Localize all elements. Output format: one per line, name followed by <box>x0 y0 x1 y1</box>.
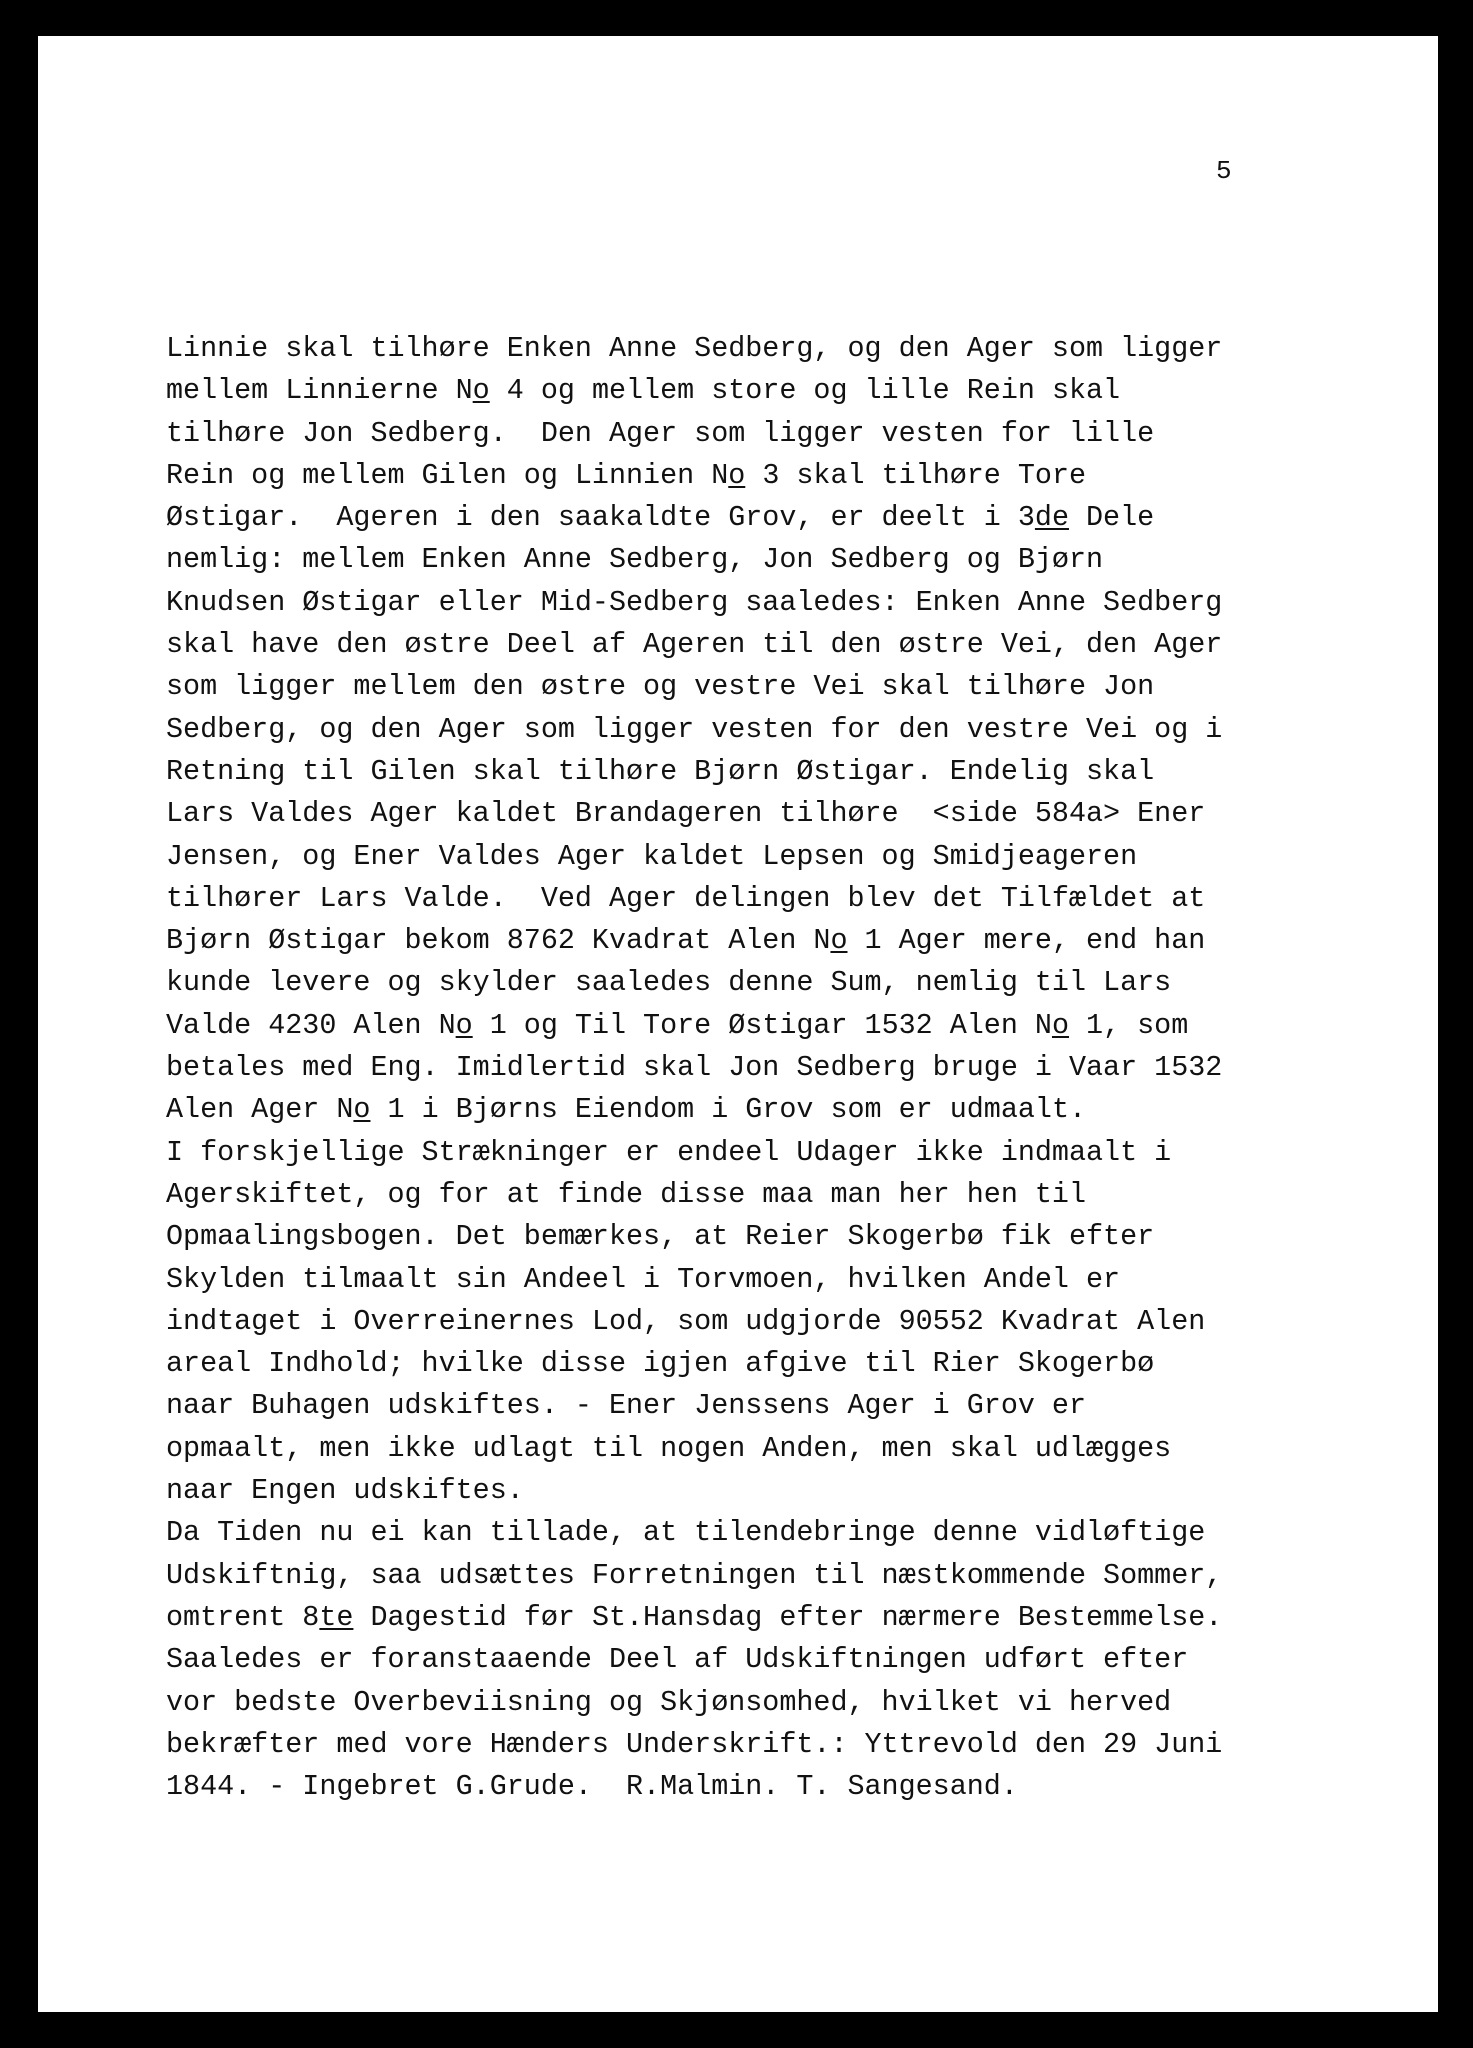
underlined-segment: o <box>472 374 490 408</box>
text-segment: Dele <box>1068 501 1155 535</box>
text-segment: Rein og mellem Gilen og Linnien N <box>166 458 729 492</box>
text-segment: 1844. - Ingebret G.Grude. R.Malmin. T. Sangesand. <box>166 1770 1018 1804</box>
text-line <box>166 539 1326 581</box>
text-segment: vor bedste Overbeviisning og Skjønsomhed, hvilket vi herved <box>166 1685 1172 1719</box>
text-line <box>166 920 1326 962</box>
text-line <box>166 1301 1326 1343</box>
text-line <box>166 1470 1326 1512</box>
text-line <box>166 582 1326 624</box>
text-line <box>166 1597 1326 1639</box>
text-segment: 4 og mellem store og lille Rein skal <box>489 374 1121 408</box>
page-number: 5 <box>1216 156 1232 186</box>
text-line <box>166 836 1326 878</box>
text-line <box>166 1766 1326 1808</box>
text-segment: Da Tiden nu ei kan tillade, at tilendebringe denne vidløftige <box>166 1516 1206 1550</box>
text-segment: Agerskiftet, og for at finde disse maa man her hen til <box>166 1177 1087 1211</box>
text-line <box>166 1512 1326 1554</box>
text-segment: skal have den østre Deel af Ageren til den østre Vei, den Ager <box>166 628 1223 662</box>
text-segment: Sedberg, og den Ager som ligger vesten for den vestre Vei og i <box>166 712 1223 746</box>
text-line <box>166 1428 1326 1470</box>
text-segment: Østigar. Ageren i den saakaldte Grov, er deelt i 3 <box>166 501 1035 535</box>
text-line <box>166 1047 1326 1089</box>
document-body <box>166 328 1326 1808</box>
text-line <box>166 1639 1326 1681</box>
text-line <box>166 751 1326 793</box>
underlined-segment: o <box>728 458 746 492</box>
text-line <box>166 1174 1326 1216</box>
text-segment: 1 Ager mere, end han <box>847 924 1206 958</box>
text-line <box>166 455 1326 497</box>
underlined-segment: o <box>455 1008 473 1042</box>
text-segment: naar Buhagen udskiftes. - Ener Jenssens Ager i Grov er <box>166 1389 1087 1423</box>
text-segment: Udskiftnig, saa udsættes Forretningen til næstkommende Sommer, <box>166 1558 1223 1592</box>
text-segment: Valde 4230 Alen N <box>166 1008 456 1042</box>
text-segment: mellem Linnierne N <box>166 374 473 408</box>
underlined-segment: o <box>1051 1008 1069 1042</box>
underlined-segment: te <box>319 1600 354 1634</box>
underlined-segment: de <box>1034 501 1069 535</box>
text-line <box>166 878 1326 920</box>
text-segment: Knudsen Østigar eller Mid-Sedberg saaledes: Enken Anne Sedberg <box>166 585 1223 619</box>
text-segment: kunde levere og skylder saaledes denne Sum, nemlig til Lars <box>166 966 1172 1000</box>
text-line <box>166 1216 1326 1258</box>
text-line <box>166 624 1326 666</box>
text-line <box>166 1724 1326 1766</box>
text-line <box>166 413 1326 455</box>
text-segment: nemlig: mellem Enken Anne Sedberg, Jon Sedberg og Bjørn <box>166 543 1104 577</box>
text-segment: tilhøre Jon Sedberg. Den Ager som ligger vesten for lille <box>166 416 1155 450</box>
text-segment: omtrent 8 <box>166 1600 320 1634</box>
text-segment: Linnie skal tilhøre Enken Anne Sedberg, og den Ager som ligger <box>166 332 1223 365</box>
text-line <box>166 328 1326 370</box>
text-line <box>166 1259 1326 1301</box>
text-segment: 1 i Bjørns Eiendom i Grov som er udmaalt. <box>370 1093 1087 1127</box>
text-line <box>166 1555 1326 1597</box>
text-line <box>166 1005 1326 1047</box>
text-segment: 1 og Til Tore Østigar 1532 Alen N <box>472 1008 1052 1042</box>
text-segment: Lars Valdes Ager kaldet Brandageren tilhøre <side 584a> Ener <box>166 797 1206 831</box>
text-segment: 3 skal tilhøre Tore <box>745 458 1087 492</box>
text-line <box>166 793 1326 835</box>
text-line <box>166 962 1326 1004</box>
text-segment: Opmaalingsbogen. Det bemærkes, at Reier Skogerbø fik efter <box>166 1220 1155 1254</box>
text-segment: Saaledes er foranstaaende Deel af Udskiftningen udført efter <box>166 1643 1189 1677</box>
text-segment: Retning til Gilen skal tilhøre Bjørn Østigar. Endelig skal <box>166 754 1155 788</box>
text-segment: areal Indhold; hvilke disse igjen afgive til Rier Skogerbø <box>166 1347 1155 1381</box>
text-line <box>166 709 1326 751</box>
text-segment: indtaget i Overreinernes Lod, som udgjorde 90552 Kvadrat Alen <box>166 1304 1206 1338</box>
text-line <box>166 497 1326 539</box>
text-segment: Bjørn Østigar bekom 8762 Kvadrat Alen N <box>166 924 831 958</box>
text-segment: opmaalt, men ikke udlagt til nogen Anden, men skal udlægges <box>166 1431 1172 1465</box>
underlined-segment: o <box>830 924 848 958</box>
text-segment: Jensen, og Ener Valdes Ager kaldet Lepsen og Smidjeageren <box>166 839 1138 873</box>
text-segment: naar Engen udskiftes. <box>166 1474 524 1508</box>
text-line <box>166 1682 1326 1724</box>
text-segment: Dagestid før St.Hansdag efter nærmere Bestemmelse. <box>353 1600 1223 1634</box>
text-segment: bekræfter med vore Hænders Underskrift.: Yttrevold den 29 Juni <box>166 1727 1223 1761</box>
text-line <box>166 1089 1326 1131</box>
text-line <box>166 666 1326 708</box>
text-segment: Alen Ager N <box>166 1093 354 1127</box>
text-segment: I forskjellige Strækninger er endeel Udager ikke indmaalt i <box>166 1135 1172 1169</box>
text-segment: betales med Eng. Imidlertid skal Jon Sedberg bruge i Vaar 1532 <box>166 1051 1223 1085</box>
text-line <box>166 1385 1326 1427</box>
text-segment: tilhører Lars Valde. Ved Ager delingen blev det Tilfældet at <box>166 881 1206 915</box>
text-segment: som ligger mellem den østre og vestre Vei skal tilhøre Jon <box>166 670 1155 704</box>
text-line <box>166 1132 1326 1174</box>
text-segment: 1, som <box>1069 1008 1189 1042</box>
underlined-segment: o <box>353 1093 371 1127</box>
text-segment: Skylden tilmaalt sin Andeel i Torvmoen, hvilken Andel er <box>166 1262 1121 1296</box>
text-line <box>166 370 1326 412</box>
text-line <box>166 1343 1326 1385</box>
